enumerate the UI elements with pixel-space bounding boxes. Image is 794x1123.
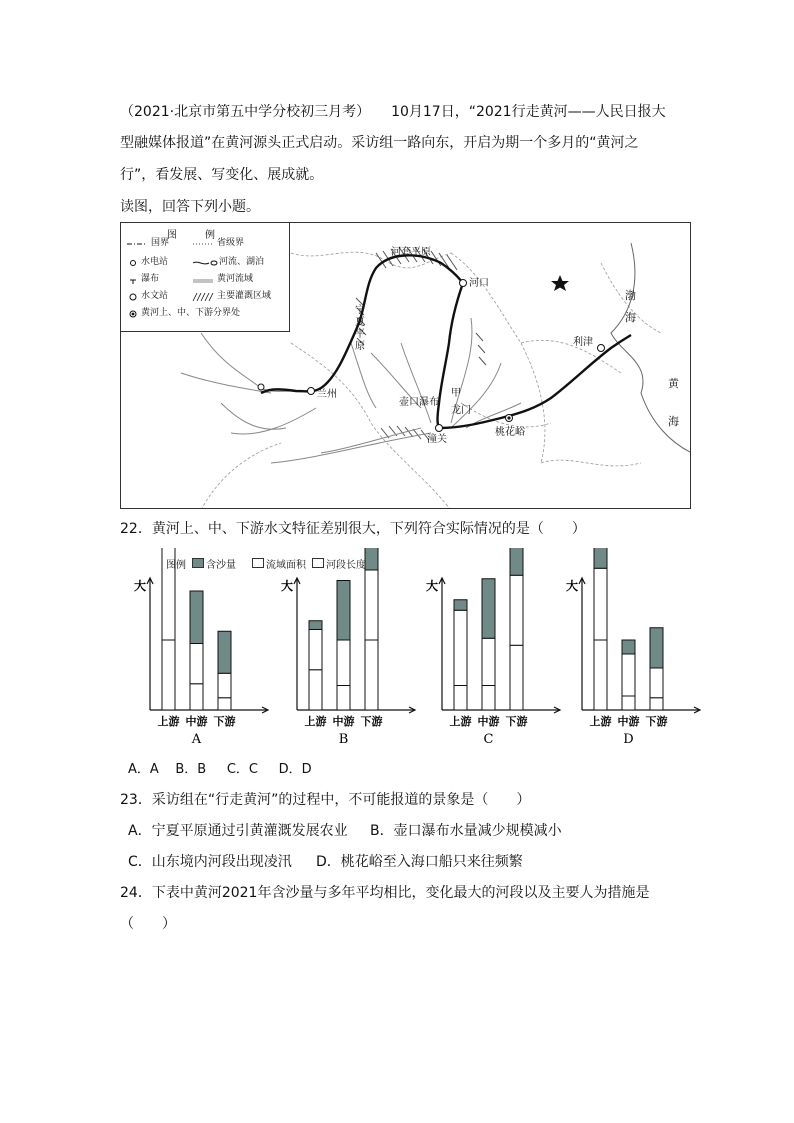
label-lanzhou: 兰州 bbox=[317, 389, 337, 400]
chart-A-tick-0: 上游 bbox=[157, 715, 180, 728]
chart-D-letter: D bbox=[623, 732, 634, 747]
q23-option-c[interactable]: C．山东境内河段出现凌汛 bbox=[128, 854, 292, 870]
chart-B-bar-1-length bbox=[337, 686, 350, 711]
legend-area-swatch bbox=[252, 558, 264, 568]
chart-D-bar-0-area bbox=[594, 568, 607, 640]
chart-B-bar-0-sand bbox=[309, 621, 322, 630]
chart-B-axis-label: 大 bbox=[281, 579, 294, 593]
legend-section-boundary: 黄河上、中、下游分界处 bbox=[141, 308, 241, 318]
chart-A-letter: A bbox=[191, 732, 202, 747]
lijin-station-marker bbox=[598, 345, 605, 352]
chart-D-bar-1-area bbox=[622, 654, 635, 696]
chart-B-tick-0: 上游 bbox=[304, 715, 327, 728]
chart-B-bar-0-length bbox=[309, 670, 322, 710]
legend-national-border: 国界 bbox=[151, 238, 170, 248]
chart-A-axis-label: 大 bbox=[134, 579, 147, 593]
yellow-river-map bbox=[120, 222, 691, 509]
q23-option-d[interactable]: D．桃花峪至入海口船只来往频繁 bbox=[316, 854, 523, 870]
chart-A-tick-1: 中游 bbox=[185, 715, 208, 728]
chart-D-bar-2-sand bbox=[650, 628, 663, 668]
chart-A-bar-2-area bbox=[218, 673, 231, 698]
chart-C-tick-2: 下游 bbox=[505, 715, 528, 728]
q22-stem: 22．黄河上、中、下游水文特征差别很大，下列符合实际情况的是（ ） bbox=[120, 521, 586, 537]
chart-B-letter: B bbox=[338, 732, 349, 747]
label-ningxia-plain: 宁夏平原 bbox=[355, 305, 365, 352]
chart-C-axis-label: 大 bbox=[426, 579, 439, 593]
label-hukou-waterfall: 壶口瀑布 bbox=[399, 397, 439, 408]
chart-B-bar-2-area bbox=[365, 570, 378, 640]
map-legend bbox=[121, 223, 290, 332]
chart-C-tick-0: 上游 bbox=[449, 715, 472, 728]
legend-irrigation-area: 主要灌溉区域 bbox=[217, 291, 272, 301]
q22-legend-title: 图例 bbox=[166, 560, 186, 571]
q22-option-b[interactable]: B．B bbox=[175, 762, 207, 777]
chart-B-bar-1-sand bbox=[337, 581, 350, 641]
chart-C-tick-1: 中游 bbox=[477, 715, 500, 728]
chart-D-tick-1: 中游 bbox=[617, 715, 640, 728]
chart-B-bar-0-area bbox=[309, 630, 322, 670]
chart-B-bar-2-sand bbox=[365, 548, 378, 570]
capital-star-icon bbox=[551, 275, 569, 291]
chart-C-bar-1-area bbox=[482, 638, 495, 685]
q22-options bbox=[128, 760, 312, 780]
question-source-line: （2021·北京市第五中学分校初三月考） 10月17日，“2021行走黄河——人民日报大 bbox=[120, 104, 666, 120]
q24-stem: 24．下表中黄河2021年含沙量与多年平均相比，变化最大的河段以及主要人为措施是 bbox=[120, 885, 650, 901]
label-bohai: 渤海 bbox=[625, 289, 636, 324]
intro-line-3: 行”，看发展、写变化、展成就。 bbox=[120, 167, 324, 183]
map-legend-title: 图例 bbox=[167, 230, 243, 241]
q22-charts bbox=[120, 548, 710, 748]
chart-C-bar-1-length bbox=[482, 686, 495, 711]
legend-rivers-lakes: 河流、湖泊 bbox=[219, 257, 265, 267]
chart-D-bar-2-length bbox=[650, 698, 663, 710]
chart-D-bar-1-length bbox=[622, 696, 635, 710]
label-huanghai: 黄海 bbox=[668, 377, 679, 428]
hekou-station-marker bbox=[460, 280, 467, 287]
q23-stem: 23．采访组在“行走黄河”的过程中，不可能报道的景象是（ ） bbox=[120, 792, 531, 808]
intro-line-2: 型融媒体报道”在黄河源头正式启动。采访组一路向东，开启为期一个多月的“黄河之 bbox=[120, 135, 639, 151]
label-hetao-plain: 河套平原 bbox=[391, 247, 431, 258]
q22-option-d[interactable]: D．D bbox=[278, 762, 312, 777]
read-map-instruction: 读图，回答下列小题。 bbox=[120, 199, 260, 215]
legend-province-border: 省级界 bbox=[217, 238, 245, 248]
lanzhou-station-marker bbox=[308, 388, 315, 395]
label-jia: 甲 bbox=[451, 388, 461, 399]
chart-B-tick-1: 中游 bbox=[332, 715, 355, 728]
legend-basin: 黄河流域 bbox=[217, 274, 254, 284]
legend-length-label: 河段长度 bbox=[326, 560, 366, 571]
chart-B-bar-2-length bbox=[365, 640, 378, 710]
q22-chart-svg bbox=[120, 548, 710, 748]
chart-D-bar-1-sand bbox=[622, 640, 635, 654]
chart-D-tick-0: 上游 bbox=[589, 715, 612, 728]
q23-option-a[interactable]: A．宁夏平原通过引黄灌溉发展农业 bbox=[128, 823, 348, 839]
chart-C-bar-2-length bbox=[510, 645, 523, 710]
q23-option-b[interactable]: B．壶口瀑布水量减少规模减小 bbox=[370, 823, 562, 839]
legend-hydropower: 水电站 bbox=[141, 257, 169, 267]
label-lijin: 利津 bbox=[573, 337, 593, 348]
chart-C-bar-0-length bbox=[454, 686, 467, 711]
legend-waterfall: 瀑布 bbox=[141, 274, 160, 284]
chart-A-bar-0-length bbox=[162, 640, 175, 710]
chart-A-tick-2: 下游 bbox=[213, 715, 236, 728]
chart-C-bar-0-sand bbox=[454, 600, 467, 611]
label-longmen: 龙门 bbox=[451, 405, 471, 416]
chart-C-bar-1-sand bbox=[482, 579, 495, 639]
tongguan-station-marker bbox=[436, 425, 443, 432]
chart-D-tick-2: 下游 bbox=[645, 715, 668, 728]
q22-option-c[interactable]: C．C bbox=[226, 762, 258, 777]
legend-sand-swatch bbox=[192, 558, 204, 568]
legend-area-label: 流域面积 bbox=[266, 560, 306, 571]
chart-D-bar-0-sand bbox=[594, 548, 607, 568]
legend-hydrological-station: 水文站 bbox=[141, 291, 169, 301]
chart-C-bar-2-sand bbox=[510, 548, 523, 575]
q22-option-a[interactable]: A．A bbox=[128, 762, 159, 777]
hydro-station-marker bbox=[258, 384, 264, 390]
chart-D-bar-2-area bbox=[650, 668, 663, 698]
chart-A-bar-1-length bbox=[190, 684, 203, 710]
chart-C-letter: C bbox=[483, 732, 494, 747]
chart-A-bar-1-sand bbox=[190, 591, 203, 644]
q24-answer-paren: （ ） bbox=[120, 916, 176, 932]
chart-A-bar-2-length bbox=[218, 698, 231, 710]
chart-C-bar-0-area bbox=[454, 610, 467, 685]
chart-D-bar-0-length bbox=[594, 640, 607, 710]
chart-B-tick-2: 下游 bbox=[360, 715, 383, 728]
chart-A-bar-1-area bbox=[190, 644, 203, 684]
chart-C-bar-2-area bbox=[510, 575, 523, 645]
legend-sand-label: 含沙量 bbox=[206, 560, 236, 571]
label-tongguan: 潼关 bbox=[427, 434, 447, 445]
legend-length-swatch bbox=[312, 558, 324, 568]
chart-D-axis-label: 大 bbox=[566, 579, 579, 593]
chart-B-bar-1-area bbox=[337, 640, 350, 686]
label-hekou: 河口 bbox=[469, 278, 489, 289]
label-taohuayu: 桃花峪 bbox=[495, 427, 525, 438]
chart-A-bar-2-sand bbox=[218, 631, 231, 673]
